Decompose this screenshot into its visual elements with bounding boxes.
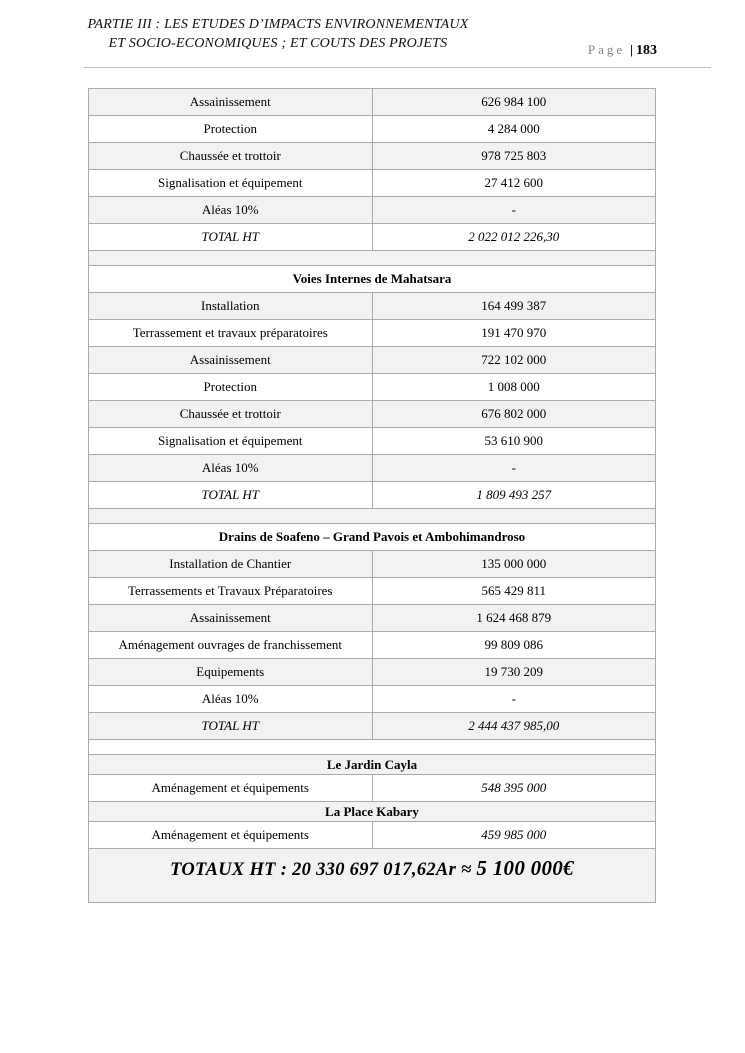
row-label: Aménagement et équipements: [89, 822, 373, 849]
table-row: [89, 143, 656, 170]
row-label: Terrassements et Travaux Préparatoires: [89, 578, 373, 605]
row-value: 2 444 437 985,00: [372, 713, 656, 740]
document-title-line2: ET SOCIO-ECONOMIQUES ; ET COUTS DES PROJETS: [108, 35, 448, 51]
table-row: [89, 374, 656, 401]
section-header: Voies Internes de Mahatsara: [89, 266, 656, 293]
row-label: Installation: [89, 293, 373, 320]
page-number: 183: [636, 43, 657, 58]
table-row: [89, 524, 656, 551]
table-row: [89, 251, 656, 266]
table-row: [89, 605, 656, 632]
row-label: Signalisation et équipement: [89, 428, 373, 455]
row-value: 19 730 209: [372, 659, 656, 686]
row-label: Chaussée et trottoir: [89, 143, 373, 170]
document-title-line1: PARTIE III : LES ETUDES D’IMPACTS ENVIRONNEMENTAUX: [87, 17, 469, 32]
table-row: [89, 775, 656, 802]
row-value: 164 499 387: [372, 293, 656, 320]
row-label: Protection: [89, 374, 373, 401]
table-row: [89, 170, 656, 197]
table-row: [89, 320, 656, 347]
table-row: [89, 428, 656, 455]
page-separator: |: [630, 42, 633, 57]
table-row: [89, 266, 656, 293]
row-label: Aléas 10%: [89, 686, 373, 713]
row-value: 459 985 000: [372, 822, 656, 849]
page-word: Page: [587, 42, 626, 57]
grand-total-text: TOTAUX HT : 20 330 697 017,62Ar ≈: [170, 860, 477, 880]
table-row: [89, 224, 656, 251]
section-header: Drains de Soafeno – Grand Pavois et Ambohimandroso: [89, 524, 656, 551]
row-label: TOTAL HT: [89, 713, 373, 740]
row-value: 27 412 600: [372, 170, 656, 197]
table-row: [89, 659, 656, 686]
table-row: [89, 802, 656, 822]
row-value: 4 284 000: [372, 116, 656, 143]
table-row: [89, 401, 656, 428]
spacer-cell: [89, 509, 656, 524]
row-value: 1 008 000: [372, 374, 656, 401]
table-row: [89, 89, 656, 116]
row-value: 1 809 493 257: [372, 482, 656, 509]
row-value: 53 610 900: [372, 428, 656, 455]
table-row: [89, 632, 656, 659]
row-label: Terrassement et travaux préparatoires: [89, 320, 373, 347]
row-label: TOTAL HT: [89, 482, 373, 509]
grand-total-cell: [89, 849, 656, 903]
table-row: [89, 482, 656, 509]
cost-table-body: [89, 89, 656, 903]
row-value: 978 725 803: [372, 143, 656, 170]
table-row: [89, 686, 656, 713]
row-value: -: [372, 455, 656, 482]
page-number-field: [588, 42, 657, 59]
row-value: 1 624 468 879: [372, 605, 656, 632]
table-row: [89, 347, 656, 374]
row-label: Aléas 10%: [89, 197, 373, 224]
row-value: -: [372, 197, 656, 224]
row-value: 548 395 000: [372, 775, 656, 802]
table-row: [89, 509, 656, 524]
row-label: Aléas 10%: [89, 455, 373, 482]
row-value: 722 102 000: [372, 347, 656, 374]
table-row: [89, 822, 656, 849]
row-label: Assainissement: [89, 347, 373, 374]
document-title: [58, 16, 498, 53]
row-label: Protection: [89, 116, 373, 143]
row-label: Chaussée et trottoir: [89, 401, 373, 428]
row-value: 2 022 012 226,30: [372, 224, 656, 251]
table-row: [89, 578, 656, 605]
row-value: 135 000 000: [372, 551, 656, 578]
row-value: 626 984 100: [372, 89, 656, 116]
grand-total-euro-value: 5 100 000€: [476, 856, 574, 880]
section-header: La Place Kabary: [89, 802, 656, 822]
table-row: [89, 740, 656, 755]
row-value: 565 429 811: [372, 578, 656, 605]
row-value: 191 470 970: [372, 320, 656, 347]
row-label: Aménagement et équipements: [89, 775, 373, 802]
row-label: Equipements: [89, 659, 373, 686]
table-row: [89, 713, 656, 740]
row-label: TOTAL HT: [89, 224, 373, 251]
row-label: Installation de Chantier: [89, 551, 373, 578]
table-row: [89, 197, 656, 224]
table-row: [89, 293, 656, 320]
row-label: Signalisation et équipement: [89, 170, 373, 197]
table-row: [89, 551, 656, 578]
table-row: [89, 755, 656, 775]
spacer-cell: [89, 740, 656, 755]
row-label: Assainissement: [89, 89, 373, 116]
table-row: [89, 116, 656, 143]
project-costs-table: [88, 88, 656, 903]
row-value: -: [372, 686, 656, 713]
row-value: 99 809 086: [372, 632, 656, 659]
spacer-cell: [89, 251, 656, 266]
row-label: Assainissement: [89, 605, 373, 632]
section-header: Le Jardin Cayla: [89, 755, 656, 775]
header-divider-line: [84, 67, 711, 68]
table-row: [89, 849, 656, 903]
table-row: [89, 455, 656, 482]
row-value: 676 802 000: [372, 401, 656, 428]
row-label: Aménagement ouvrages de franchissement: [89, 632, 373, 659]
